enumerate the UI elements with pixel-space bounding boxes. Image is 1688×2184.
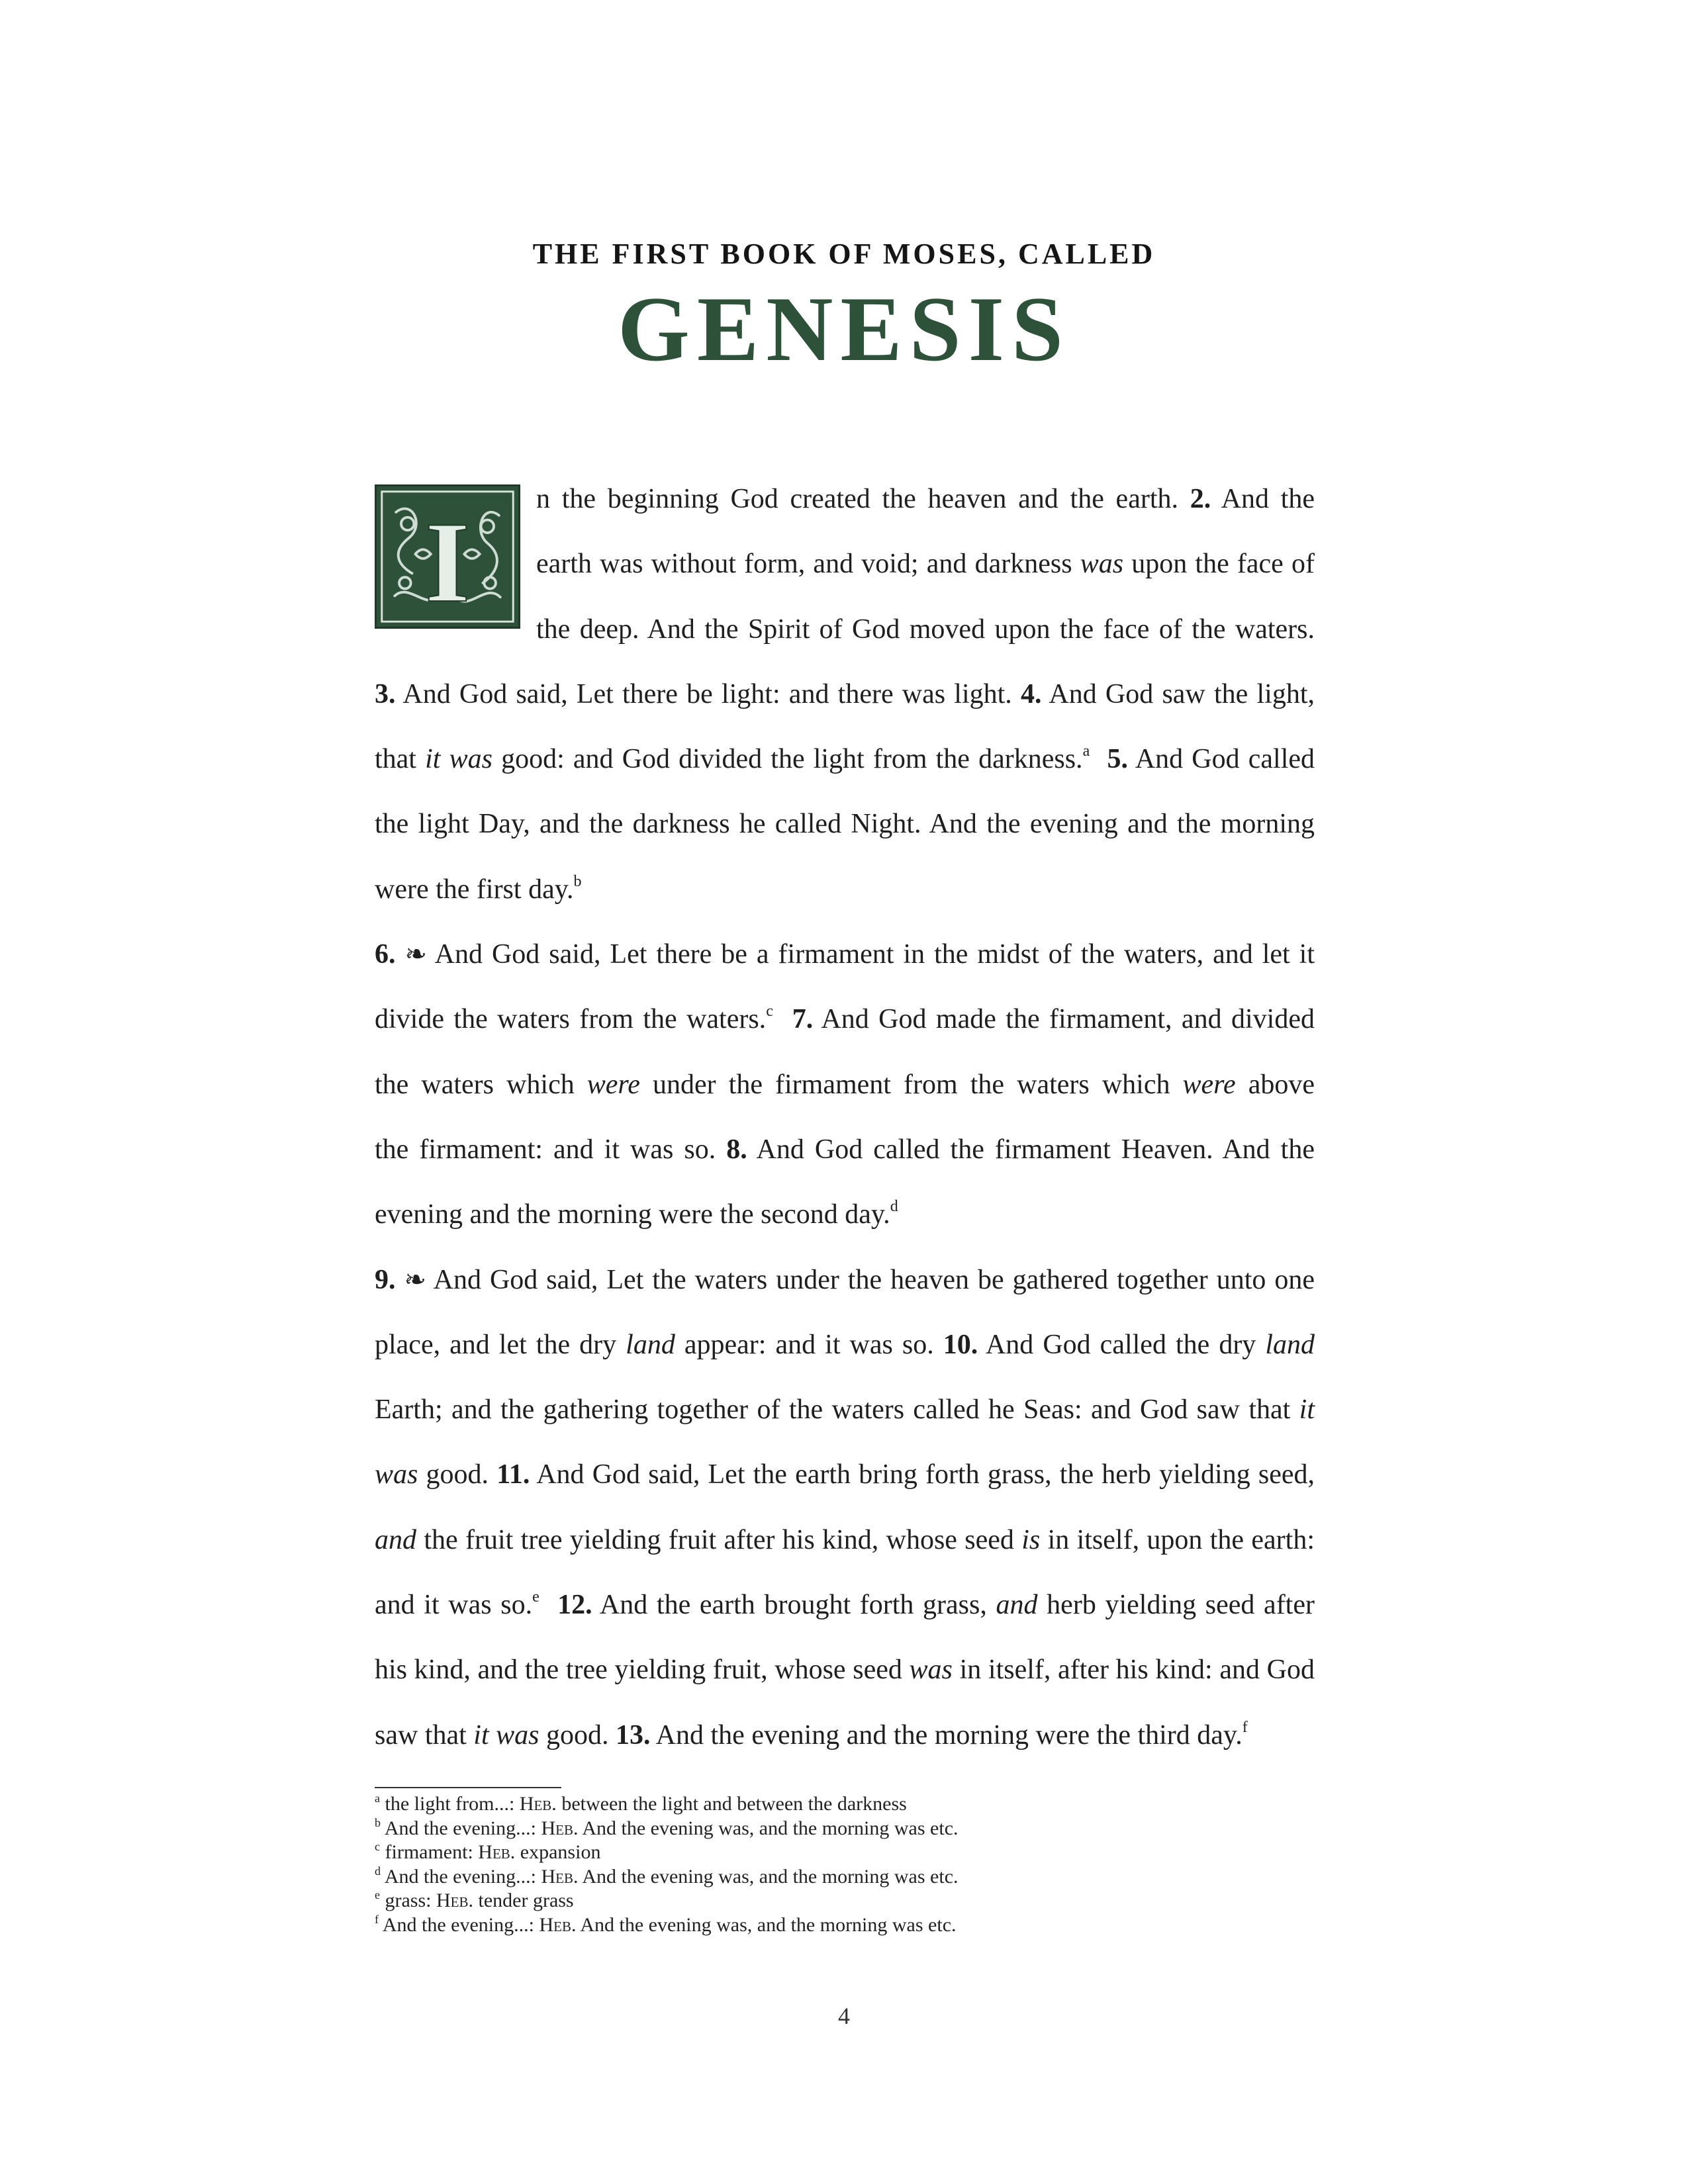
verse-number: 6.: [375, 939, 396, 970]
verse-number: 9.: [375, 1264, 396, 1295]
footnote: $^b$ And the evening...: Heb. And the evening was, and the morning was etc.: [375, 1815, 959, 1839]
text-line: divide the waters from the waters.$^c$ 7. And God made the firmament, and divided: [375, 1003, 1315, 1035]
text-line: 9. ❧ And God said, Let the waters under the heaven be gathered together unto one: [375, 1264, 1315, 1295]
text-line: and it was so.$^e$ 12. And the earth brought forth grass, and herb yielding seed after: [375, 1588, 1315, 1621]
footnote-divider: [375, 1787, 561, 1788]
footnote-ref: a: [1082, 743, 1090, 760]
verse-number: 10.: [943, 1329, 978, 1360]
verse-number: 4.: [1021, 678, 1042, 709]
text-line: his kind, and the tree yielding fruit, whose seed was in itself, after his kind: and God: [375, 1655, 1315, 1686]
text-line: the deep. And the Spirit of God moved upon the face of the waters.: [536, 614, 1315, 645]
verse-number: 8.: [726, 1134, 747, 1165]
text-line: earth was without form, and void; and darkness was upon the face of: [536, 549, 1315, 580]
footnote: $^a$ the light from...: Heb. between the light and between the darkness: [375, 1792, 907, 1815]
book-subtitle: THE FIRST BOOK OF MOSES, CALLED: [532, 238, 1156, 270]
text-line: and the fruit tree yielding fruit after his kind, whose seed is in itself, upon the earth:: [375, 1524, 1315, 1555]
footnote-ref: b: [573, 872, 582, 890]
footnote: $^e$ grass: Heb. tender grass: [375, 1888, 574, 1911]
text-line: that it was good: and God divided the light from the darkness.$^a$ 5. And God called: [375, 743, 1315, 775]
verse-number: 5.: [1107, 744, 1128, 775]
footnote-ref: c: [766, 1003, 773, 1021]
text-line: 3. And God said, Let there be light: and there was light. 4. And God saw the light,: [375, 678, 1315, 709]
verse-number: 12.: [557, 1590, 592, 1621]
scripture-text: [375, 467, 1315, 1768]
footnote: $^c$ firmament: Heb. expansion: [375, 1840, 601, 1863]
verse-number: 3.: [375, 678, 396, 709]
text-line: was good. 11. And God said, Let the earth bring forth grass, the herb yielding seed,: [375, 1459, 1315, 1490]
verse-number: 7.: [792, 1004, 814, 1035]
footnote: $^d$ And the evening...: Heb. And the evening was, and the morning was etc.: [375, 1864, 959, 1888]
text-line: 6. ❧ And God said, Let there be a firmament in the midst of the waters, and let it: [375, 939, 1315, 970]
book-title: GENESIS: [618, 278, 1070, 381]
text-line: the firmament: and it was so. 8. And God called the firmament Heaven. And the: [375, 1134, 1315, 1165]
fleuron-icon: ❧: [404, 939, 427, 970]
text-line: the waters which were under the firmament from the waters which were above: [375, 1069, 1315, 1100]
text-line: were the first day.$^b$: [375, 872, 582, 905]
fleuron-icon: ❧: [404, 1264, 426, 1295]
page-number: 4: [838, 2003, 850, 2029]
svg-text:I: I: [424, 498, 471, 627]
text-line: Earth; and the gathering together of the waters called he Seas: and God saw that it: [375, 1394, 1315, 1426]
text-line: place, and let the dry land appear: and it was so. 10. And God called the dry land: [375, 1329, 1315, 1360]
verse-number: 11.: [496, 1459, 530, 1490]
footnote: $^f$ And the evening...: Heb. And the evening was, and the morning was etc.: [375, 1912, 957, 1936]
verse-number: 2.: [1190, 484, 1211, 514]
text-line: n the beginning God created the heaven and the earth. 2. And the: [536, 484, 1315, 514]
text-line: evening and the morning were the second day.$^d$: [375, 1198, 898, 1230]
text-line: the light Day, and the darkness he called Night. And the evening and the morning: [375, 809, 1315, 840]
footnote-ref: f: [1242, 1718, 1248, 1736]
text-line: saw that it was good. 13. And the evening and the morning were the third day.$^f$: [375, 1718, 1248, 1751]
footnote-ref: e: [532, 1588, 539, 1606]
footnotes: [375, 1792, 1301, 1937]
footnote-ref: d: [890, 1198, 898, 1216]
verse-number: 13.: [616, 1719, 651, 1751]
